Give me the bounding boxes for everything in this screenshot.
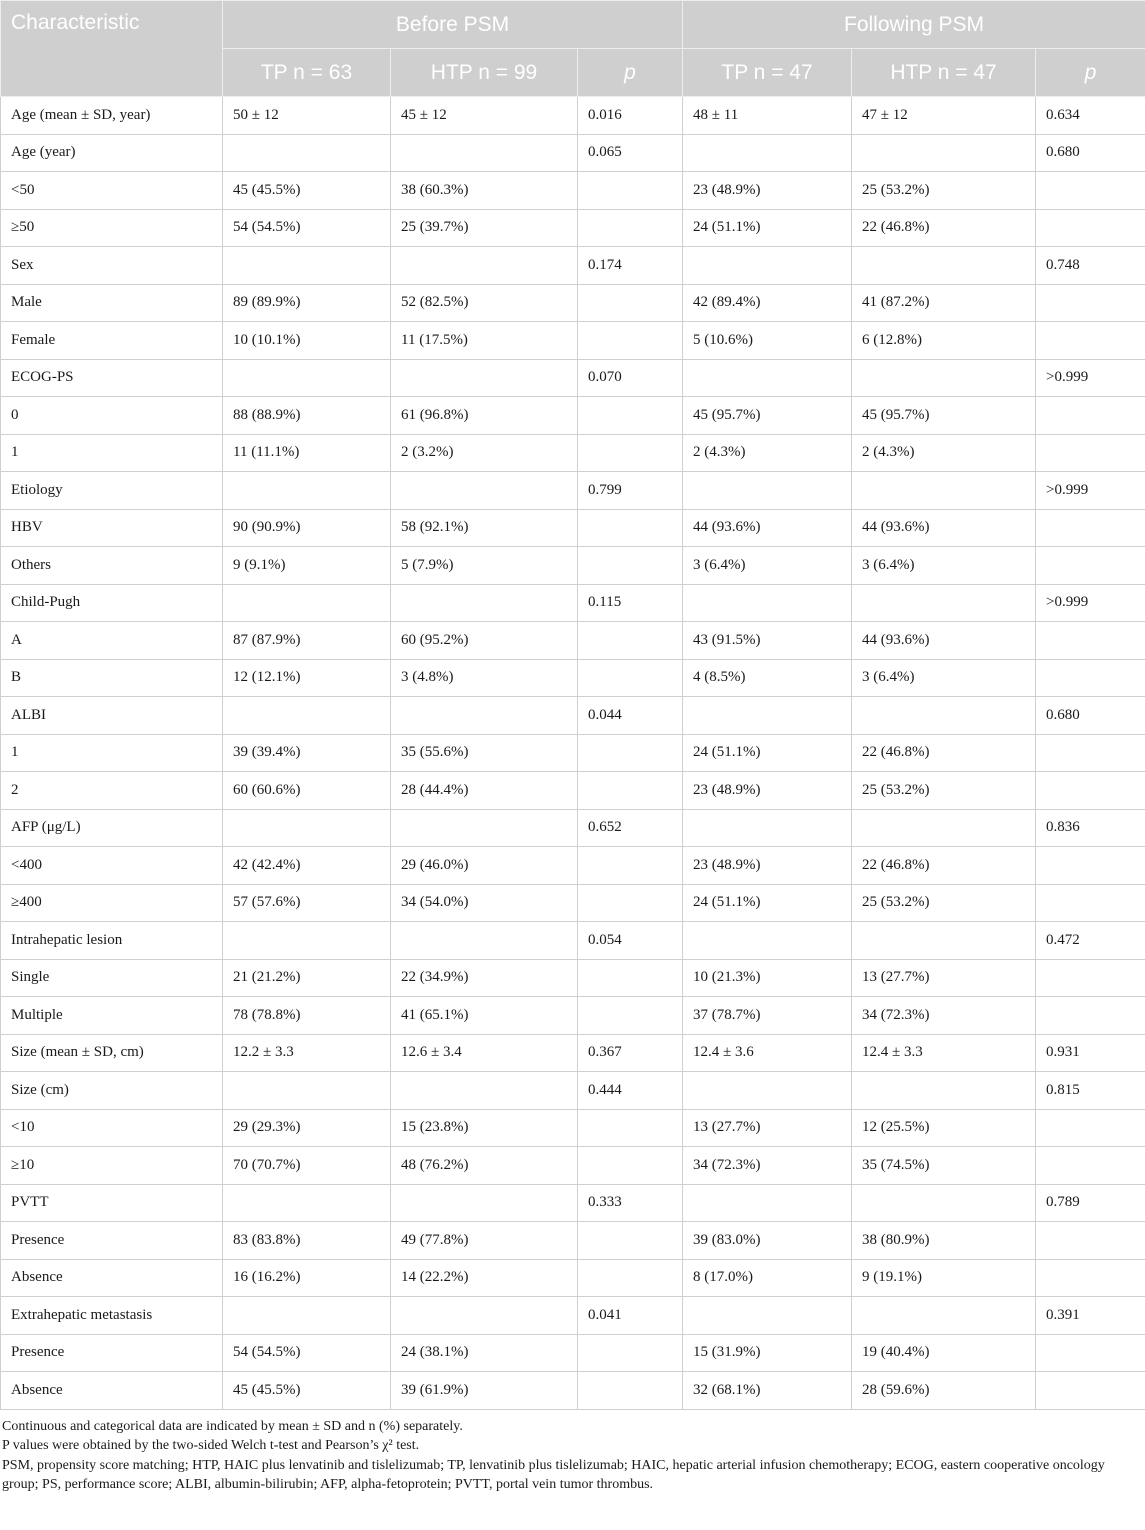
cell-before-htp: 25 (39.7%) — [391, 209, 578, 247]
cell-following-tp: 23 (48.9%) — [683, 172, 852, 210]
table-row — [1, 359, 1145, 397]
cell-following-htp: 22 (46.8%) — [852, 734, 1036, 772]
cell-following-p — [1036, 847, 1145, 885]
table-row — [1, 1034, 1145, 1072]
cell-before-p — [578, 959, 683, 997]
cell-following-htp — [852, 809, 1036, 847]
header-characteristic: Characteristic — [1, 1, 223, 97]
cell-before-htp: 45 ± 12 — [391, 97, 578, 135]
cell-following-htp: 25 (53.2%) — [852, 172, 1036, 210]
table-row — [1, 959, 1145, 997]
cell-following-p: >0.999 — [1036, 359, 1145, 397]
cell-characteristic: HBV — [1, 509, 223, 547]
cell-following-p: 0.931 — [1036, 1034, 1145, 1072]
cell-before-tp: 50 ± 12 — [223, 97, 391, 135]
cell-following-p — [1036, 322, 1145, 360]
cell-before-p: 0.070 — [578, 359, 683, 397]
cell-following-p — [1036, 1334, 1145, 1372]
cell-before-tp — [223, 1072, 391, 1110]
cell-before-tp: 60 (60.6%) — [223, 772, 391, 810]
cell-following-htp: 35 (74.5%) — [852, 1147, 1036, 1185]
cell-characteristic: <10 — [1, 1109, 223, 1147]
cell-following-htp: 13 (27.7%) — [852, 959, 1036, 997]
cell-before-p — [578, 1259, 683, 1297]
table-row — [1, 1109, 1145, 1147]
table-row — [1, 209, 1145, 247]
header-following-psm: Following PSM — [683, 1, 1145, 49]
cell-before-htp: 28 (44.4%) — [391, 772, 578, 810]
cell-following-p — [1036, 209, 1145, 247]
header-following-tp: TP n = 47 — [683, 49, 852, 97]
table-row — [1, 622, 1145, 660]
cell-following-p — [1036, 509, 1145, 547]
cell-before-p — [578, 847, 683, 885]
cell-characteristic: Sex — [1, 247, 223, 285]
cell-following-htp — [852, 1297, 1036, 1335]
header-following-htp: HTP n = 47 — [852, 49, 1036, 97]
cell-before-p: 0.333 — [578, 1184, 683, 1222]
cell-before-htp: 34 (54.0%) — [391, 884, 578, 922]
cell-before-tp — [223, 1184, 391, 1222]
cell-following-p: 0.815 — [1036, 1072, 1145, 1110]
cell-following-p — [1036, 622, 1145, 660]
cell-following-tp: 4 (8.5%) — [683, 659, 852, 697]
cell-characteristic: 0 — [1, 397, 223, 435]
table-row — [1, 1072, 1145, 1110]
cell-following-p: 0.391 — [1036, 1297, 1145, 1335]
cell-before-tp — [223, 247, 391, 285]
cell-characteristic: Size (mean ± SD, cm) — [1, 1034, 223, 1072]
cell-before-htp: 15 (23.8%) — [391, 1109, 578, 1147]
cell-following-p — [1036, 397, 1145, 435]
cell-before-htp — [391, 472, 578, 510]
table-footnotes — [0, 1410, 1145, 1495]
cell-characteristic: Absence — [1, 1259, 223, 1297]
cell-following-htp — [852, 247, 1036, 285]
cell-before-htp: 14 (22.2%) — [391, 1259, 578, 1297]
cell-characteristic: Etiology — [1, 472, 223, 510]
table-row — [1, 697, 1145, 735]
cell-following-tp: 13 (27.7%) — [683, 1109, 852, 1147]
cell-before-tp: 21 (21.2%) — [223, 959, 391, 997]
table-header — [1, 1, 1145, 97]
cell-before-htp: 61 (96.8%) — [391, 397, 578, 435]
cell-characteristic: Age (year) — [1, 134, 223, 172]
cell-characteristic: ≥400 — [1, 884, 223, 922]
header-before-psm: Before PSM — [223, 1, 683, 49]
cell-following-p — [1036, 172, 1145, 210]
cell-following-htp: 38 (80.9%) — [852, 1222, 1036, 1260]
cell-following-htp — [852, 359, 1036, 397]
cell-before-p — [578, 997, 683, 1035]
cell-following-p — [1036, 1109, 1145, 1147]
cell-following-htp: 44 (93.6%) — [852, 622, 1036, 660]
cell-following-tp: 15 (31.9%) — [683, 1334, 852, 1372]
cell-before-tp: 57 (57.6%) — [223, 884, 391, 922]
cell-before-htp: 29 (46.0%) — [391, 847, 578, 885]
cell-characteristic: Age (mean ± SD, year) — [1, 97, 223, 135]
cell-following-p — [1036, 284, 1145, 322]
cell-following-tp: 32 (68.1%) — [683, 1372, 852, 1410]
cell-following-tp — [683, 1184, 852, 1222]
cell-before-p — [578, 322, 683, 360]
cell-following-p: 0.472 — [1036, 922, 1145, 960]
cell-before-p — [578, 434, 683, 472]
header-before-p: p — [578, 49, 683, 97]
cell-following-p: 0.680 — [1036, 697, 1145, 735]
table-row — [1, 734, 1145, 772]
cell-characteristic: PVTT — [1, 1184, 223, 1222]
cell-characteristic: Presence — [1, 1334, 223, 1372]
cell-following-tp: 10 (21.3%) — [683, 959, 852, 997]
header-before-htp: HTP n = 99 — [391, 49, 578, 97]
cell-before-htp — [391, 359, 578, 397]
table-row — [1, 397, 1145, 435]
cell-characteristic: Child-Pugh — [1, 584, 223, 622]
cell-before-htp: 49 (77.8%) — [391, 1222, 578, 1260]
cell-before-tp: 89 (89.9%) — [223, 284, 391, 322]
table-row — [1, 134, 1145, 172]
cell-following-htp: 9 (19.1%) — [852, 1259, 1036, 1297]
cell-following-htp: 12.4 ± 3.3 — [852, 1034, 1036, 1072]
cell-before-p — [578, 1334, 683, 1372]
cell-before-p — [578, 397, 683, 435]
cell-before-p — [578, 734, 683, 772]
cell-before-p: 0.799 — [578, 472, 683, 510]
cell-following-htp: 44 (93.6%) — [852, 509, 1036, 547]
cell-before-htp: 38 (60.3%) — [391, 172, 578, 210]
cell-following-p — [1036, 1372, 1145, 1410]
cell-before-p: 0.054 — [578, 922, 683, 960]
cell-before-htp — [391, 1297, 578, 1335]
cell-before-htp: 5 (7.9%) — [391, 547, 578, 585]
table-row — [1, 1222, 1145, 1260]
footnote-2: P values were obtained by the two-sided Welch t-test and Pearson’s χ² test. — [2, 1438, 420, 1453]
cell-before-p — [578, 1147, 683, 1185]
cell-before-tp — [223, 359, 391, 397]
cell-before-htp: 11 (17.5%) — [391, 322, 578, 360]
cell-before-tp: 90 (90.9%) — [223, 509, 391, 547]
table-row — [1, 472, 1145, 510]
cell-before-p: 0.444 — [578, 1072, 683, 1110]
cell-characteristic: ECOG-PS — [1, 359, 223, 397]
cell-following-p — [1036, 734, 1145, 772]
table-row — [1, 97, 1145, 135]
cell-following-p — [1036, 997, 1145, 1035]
cell-following-tp: 23 (48.9%) — [683, 772, 852, 810]
cell-characteristic: Female — [1, 322, 223, 360]
cell-before-p: 0.367 — [578, 1034, 683, 1072]
cell-before-tp: 45 (45.5%) — [223, 1372, 391, 1410]
cell-before-htp — [391, 584, 578, 622]
cell-before-tp: 78 (78.8%) — [223, 997, 391, 1035]
table-row — [1, 809, 1145, 847]
cell-before-tp — [223, 1297, 391, 1335]
cell-before-p — [578, 1109, 683, 1147]
cell-before-p — [578, 547, 683, 585]
cell-characteristic: ≥10 — [1, 1147, 223, 1185]
cell-before-tp — [223, 134, 391, 172]
cell-characteristic: ≥50 — [1, 209, 223, 247]
cell-before-tp: 11 (11.1%) — [223, 434, 391, 472]
cell-characteristic: Single — [1, 959, 223, 997]
header-before-tp: TP n = 63 — [223, 49, 391, 97]
cell-following-tp: 39 (83.0%) — [683, 1222, 852, 1260]
table-row — [1, 1184, 1145, 1222]
cell-before-htp: 12.6 ± 3.4 — [391, 1034, 578, 1072]
cell-following-htp — [852, 1072, 1036, 1110]
cell-characteristic: ALBI — [1, 697, 223, 735]
table-row — [1, 284, 1145, 322]
cell-before-tp: 54 (54.5%) — [223, 209, 391, 247]
table-row — [1, 847, 1145, 885]
cell-before-tp: 83 (83.8%) — [223, 1222, 391, 1260]
cell-characteristic: A — [1, 622, 223, 660]
cell-before-p: 0.174 — [578, 247, 683, 285]
table-row — [1, 1259, 1145, 1297]
cell-following-htp: 3 (6.4%) — [852, 659, 1036, 697]
cell-following-tp: 2 (4.3%) — [683, 434, 852, 472]
cell-before-tp: 10 (10.1%) — [223, 322, 391, 360]
cell-before-htp — [391, 247, 578, 285]
cell-before-htp — [391, 922, 578, 960]
cell-following-htp — [852, 584, 1036, 622]
cell-following-htp: 2 (4.3%) — [852, 434, 1036, 472]
cell-before-p — [578, 1222, 683, 1260]
cell-following-htp: 25 (53.2%) — [852, 772, 1036, 810]
cell-following-p: >0.999 — [1036, 472, 1145, 510]
cell-following-tp: 45 (95.7%) — [683, 397, 852, 435]
cell-before-tp: 45 (45.5%) — [223, 172, 391, 210]
cell-characteristic: Size (cm) — [1, 1072, 223, 1110]
cell-following-p — [1036, 884, 1145, 922]
cell-following-p: >0.999 — [1036, 584, 1145, 622]
cell-following-tp — [683, 697, 852, 735]
cell-following-tp: 5 (10.6%) — [683, 322, 852, 360]
cell-following-tp — [683, 809, 852, 847]
cell-characteristic: Presence — [1, 1222, 223, 1260]
cell-before-htp: 58 (92.1%) — [391, 509, 578, 547]
table-row — [1, 172, 1145, 210]
cell-following-htp: 25 (53.2%) — [852, 884, 1036, 922]
cell-before-tp — [223, 472, 391, 510]
cell-before-tp: 87 (87.9%) — [223, 622, 391, 660]
cell-before-tp: 70 (70.7%) — [223, 1147, 391, 1185]
cell-following-htp: 19 (40.4%) — [852, 1334, 1036, 1372]
cell-characteristic: Intrahepatic lesion — [1, 922, 223, 960]
cell-before-htp: 35 (55.6%) — [391, 734, 578, 772]
cell-characteristic: Others — [1, 547, 223, 585]
cell-following-tp — [683, 1072, 852, 1110]
cell-characteristic: B — [1, 659, 223, 697]
cell-before-tp: 9 (9.1%) — [223, 547, 391, 585]
cell-before-p: 0.016 — [578, 97, 683, 135]
cell-following-tp — [683, 1297, 852, 1335]
cell-before-htp — [391, 1184, 578, 1222]
cell-characteristic: Absence — [1, 1372, 223, 1410]
cell-following-htp: 28 (59.6%) — [852, 1372, 1036, 1410]
cell-following-htp: 22 (46.8%) — [852, 847, 1036, 885]
cell-following-tp — [683, 247, 852, 285]
table-body — [1, 97, 1145, 1410]
cell-following-htp — [852, 697, 1036, 735]
cell-characteristic: 1 — [1, 734, 223, 772]
table-row — [1, 1334, 1145, 1372]
cell-following-tp: 48 ± 11 — [683, 97, 852, 135]
cell-following-htp — [852, 472, 1036, 510]
cell-before-htp: 41 (65.1%) — [391, 997, 578, 1035]
cell-following-p: 0.748 — [1036, 247, 1145, 285]
table-row — [1, 247, 1145, 285]
cell-before-htp: 24 (38.1%) — [391, 1334, 578, 1372]
cell-before-tp: 12 (12.1%) — [223, 659, 391, 697]
cell-before-p: 0.115 — [578, 584, 683, 622]
cell-characteristic: 1 — [1, 434, 223, 472]
cell-following-p: 0.634 — [1036, 97, 1145, 135]
cell-before-htp: 60 (95.2%) — [391, 622, 578, 660]
cell-before-htp: 48 (76.2%) — [391, 1147, 578, 1185]
table-row — [1, 509, 1145, 547]
cell-following-p — [1036, 1222, 1145, 1260]
cell-following-htp: 6 (12.8%) — [852, 322, 1036, 360]
cell-following-p — [1036, 1259, 1145, 1297]
cell-characteristic: Multiple — [1, 997, 223, 1035]
cell-following-p — [1036, 772, 1145, 810]
cell-following-tp: 37 (78.7%) — [683, 997, 852, 1035]
cell-following-htp: 22 (46.8%) — [852, 209, 1036, 247]
cell-before-p — [578, 172, 683, 210]
cell-characteristic: <50 — [1, 172, 223, 210]
cell-characteristic: Extrahepatic metastasis — [1, 1297, 223, 1335]
cell-before-p — [578, 884, 683, 922]
cell-following-tp: 24 (51.1%) — [683, 884, 852, 922]
cell-before-p — [578, 509, 683, 547]
cell-following-htp: 3 (6.4%) — [852, 547, 1036, 585]
cell-following-tp: 43 (91.5%) — [683, 622, 852, 660]
cell-following-tp: 8 (17.0%) — [683, 1259, 852, 1297]
cell-before-htp: 22 (34.9%) — [391, 959, 578, 997]
cell-before-tp — [223, 809, 391, 847]
cell-before-htp: 3 (4.8%) — [391, 659, 578, 697]
cell-following-p — [1036, 659, 1145, 697]
table-row — [1, 659, 1145, 697]
cell-following-p — [1036, 547, 1145, 585]
cell-before-tp: 39 (39.4%) — [223, 734, 391, 772]
cell-before-p: 0.065 — [578, 134, 683, 172]
cell-following-tp: 34 (72.3%) — [683, 1147, 852, 1185]
cell-following-tp: 42 (89.4%) — [683, 284, 852, 322]
table-row — [1, 1147, 1145, 1185]
footnote-3: PSM, propensity score matching; HTP, HAIC plus lenvatinib and tislelizumab; TP, lenvatinib plus tislelizumab; HAIC, hepatic arterial infusion chemotherapy; ECOG, eastern cooperative oncology group; PS, performance score; ALBI, albumin-bilirubin; AFP, alpha-fetoprotein; PVTT, portal vein tumor thrombus. — [2, 1457, 1105, 1492]
table-row — [1, 772, 1145, 810]
cell-following-tp: 23 (48.9%) — [683, 847, 852, 885]
cell-before-htp — [391, 1072, 578, 1110]
cell-following-htp — [852, 1184, 1036, 1222]
cell-before-htp: 52 (82.5%) — [391, 284, 578, 322]
cell-before-tp: 29 (29.3%) — [223, 1109, 391, 1147]
cell-following-tp: 3 (6.4%) — [683, 547, 852, 585]
cell-before-p: 0.044 — [578, 697, 683, 735]
cell-characteristic: <400 — [1, 847, 223, 885]
cell-characteristic: AFP (μg/L) — [1, 809, 223, 847]
cell-following-htp — [852, 134, 1036, 172]
cell-before-tp — [223, 584, 391, 622]
cell-before-tp: 54 (54.5%) — [223, 1334, 391, 1372]
table-row — [1, 1372, 1145, 1410]
cell-following-tp: 44 (93.6%) — [683, 509, 852, 547]
cell-following-tp: 24 (51.1%) — [683, 734, 852, 772]
table-row — [1, 434, 1145, 472]
cell-before-htp: 39 (61.9%) — [391, 1372, 578, 1410]
cell-before-htp — [391, 809, 578, 847]
cell-following-htp: 47 ± 12 — [852, 97, 1036, 135]
cell-following-htp: 41 (87.2%) — [852, 284, 1036, 322]
cell-before-tp: 16 (16.2%) — [223, 1259, 391, 1297]
table-row — [1, 922, 1145, 960]
table-row — [1, 997, 1145, 1035]
cell-following-p: 0.789 — [1036, 1184, 1145, 1222]
cell-before-tp — [223, 922, 391, 960]
cell-before-p — [578, 659, 683, 697]
cell-following-tp — [683, 922, 852, 960]
table-row — [1, 884, 1145, 922]
cell-before-tp: 12.2 ± 3.3 — [223, 1034, 391, 1072]
cell-following-p: 0.836 — [1036, 809, 1145, 847]
table-row — [1, 584, 1145, 622]
cell-following-htp: 34 (72.3%) — [852, 997, 1036, 1035]
cell-before-tp — [223, 697, 391, 735]
table-row — [1, 1297, 1145, 1335]
cell-following-tp — [683, 472, 852, 510]
cell-before-p: 0.041 — [578, 1297, 683, 1335]
cell-following-tp: 24 (51.1%) — [683, 209, 852, 247]
cell-before-p: 0.652 — [578, 809, 683, 847]
footnote-1: Continuous and categorical data are indicated by mean ± SD and n (%) separately. — [2, 1418, 463, 1434]
table-row — [1, 547, 1145, 585]
cell-following-htp — [852, 922, 1036, 960]
cell-before-p — [578, 209, 683, 247]
cell-before-p — [578, 1372, 683, 1410]
cell-before-p — [578, 772, 683, 810]
cell-characteristic: 2 — [1, 772, 223, 810]
cell-characteristic: Male — [1, 284, 223, 322]
cell-following-tp — [683, 359, 852, 397]
table-row — [1, 322, 1145, 360]
cell-before-tp: 42 (42.4%) — [223, 847, 391, 885]
cell-following-p — [1036, 434, 1145, 472]
cell-before-htp: 2 (3.2%) — [391, 434, 578, 472]
cell-following-p — [1036, 959, 1145, 997]
cell-following-tp: 12.4 ± 3.6 — [683, 1034, 852, 1072]
cell-following-htp: 12 (25.5%) — [852, 1109, 1036, 1147]
cell-before-p — [578, 284, 683, 322]
cell-following-p: 0.680 — [1036, 134, 1145, 172]
cell-following-tp — [683, 584, 852, 622]
cell-following-p — [1036, 1147, 1145, 1185]
cell-following-htp: 45 (95.7%) — [852, 397, 1036, 435]
cell-before-p — [578, 622, 683, 660]
cell-following-tp — [683, 134, 852, 172]
header-following-p: p — [1036, 49, 1145, 97]
cell-before-tp: 88 (88.9%) — [223, 397, 391, 435]
cell-before-htp — [391, 134, 578, 172]
cell-before-htp — [391, 697, 578, 735]
